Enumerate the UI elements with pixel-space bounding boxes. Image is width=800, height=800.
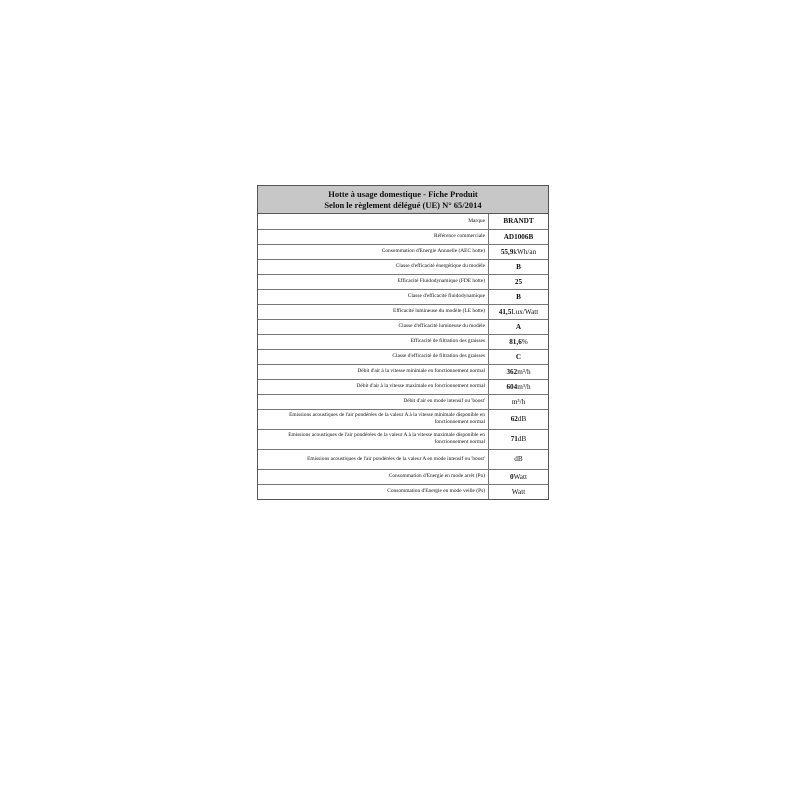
row-label: Consommation d'Energie en mode veille (Ps) (258, 484, 489, 499)
table-row (258, 304, 548, 319)
row-value: B (516, 262, 521, 271)
row-unit: dB (517, 415, 527, 423)
row-value-cell (489, 274, 549, 289)
row-label: Efficacité lumineuse du modèle (LE hotte) (258, 304, 489, 319)
row-unit: kWh/an (513, 247, 537, 256)
row-label: Emissions acoustiques de l'air pondérées de la valeur A en mode intensif ou 'boost' (258, 449, 489, 469)
row-value: 62 (510, 415, 518, 423)
row-value: A (515, 322, 522, 331)
row-label: Consommation d'Energie Annuelle (AEC hotte) (258, 244, 489, 259)
row-value: 362 (506, 367, 518, 376)
row-unit: Watt (511, 487, 526, 496)
row-unit: dB (514, 455, 523, 463)
row-value: 71 (510, 435, 518, 443)
row-value-cell (489, 334, 549, 349)
table-row (258, 259, 548, 274)
row-value: 81,6 (509, 337, 522, 346)
table-row (258, 469, 548, 484)
row-value-cell (489, 409, 549, 429)
row-label: Marque (258, 214, 489, 229)
row-unit: m³/h (511, 397, 526, 406)
row-label: Débit d'air à la vitesse maximale en fonctionnement normal (258, 379, 489, 394)
row-label: Classe d'efficacité fluidodynamique (258, 289, 489, 304)
table-row (258, 289, 548, 304)
table-row (258, 379, 548, 394)
row-value-cell (489, 449, 549, 469)
row-value: BRANDT (503, 217, 534, 226)
row-value: 25 (514, 277, 523, 286)
row-value: C (515, 352, 522, 361)
row-value-cell (489, 319, 549, 334)
table-row (258, 484, 548, 499)
row-unit: m³/h (517, 382, 531, 391)
row-value-cell (489, 304, 549, 319)
table-row (258, 244, 548, 259)
row-label: Efficacité de filtration des graisses (258, 334, 489, 349)
row-value-cell (489, 394, 549, 409)
row-unit: Watt (513, 472, 527, 481)
row-label: Classe d'efficacité énergétique du modèle (258, 259, 489, 274)
table-row (258, 409, 548, 429)
row-value-cell (489, 484, 549, 499)
row-label: Efficacité Fluidodynamique (FDE hotte) (258, 274, 489, 289)
row-value: AD1006B (503, 232, 534, 241)
table-row (258, 214, 548, 229)
table-row (258, 429, 548, 449)
row-value-cell (489, 429, 549, 449)
fiche-regulation: Selon le règlement délégué (UE) N° 65/2014 (324, 199, 482, 210)
row-value-cell (489, 259, 549, 274)
row-value-cell (489, 214, 549, 229)
table-row (258, 274, 548, 289)
row-unit: m³/h (517, 367, 531, 376)
row-value-cell (489, 289, 549, 304)
row-value-cell (489, 244, 549, 259)
table-row (258, 334, 548, 349)
row-label: Emissions acoustiques de l'air pondérées de la valeur A à la vitesse maximale disponible en fonctionnement normal (258, 429, 489, 449)
table-row (258, 364, 548, 379)
fiche-header (258, 186, 548, 214)
row-label: Référence commerciale (258, 229, 489, 244)
row-value: 604 (506, 382, 518, 391)
row-value: B (516, 292, 521, 301)
product-fiche (257, 185, 549, 500)
row-label: Débit d'air en mode intensif ou 'boost' (258, 394, 489, 409)
row-value: 41,5 (498, 307, 512, 316)
fiche-table (258, 214, 548, 499)
row-label: Débit d'air à la vitesse minimale en fonctionnement normal (258, 364, 489, 379)
table-row (258, 229, 548, 244)
row-label: Emissions acoustiques de l'air pondérées de la valeur A à la vitesse minimale disponible en fonctionnement normal (258, 409, 489, 429)
row-unit: % (521, 337, 528, 346)
row-value: 55,9 (500, 247, 514, 256)
row-value: 0 (510, 472, 514, 481)
table-row (258, 349, 548, 364)
fiche-title: Hotte à usage domestique - Fiche Produit (328, 189, 478, 199)
row-value-cell (489, 364, 549, 379)
row-value-cell (489, 349, 549, 364)
row-label: Consommation d'Energie en mode arrêt (Po) (258, 469, 489, 484)
row-value-cell (489, 379, 549, 394)
row-unit: Lux/Watt (511, 307, 539, 316)
row-label: Classe d'efficacité lumineuse du modèle (258, 319, 489, 334)
row-value-cell (489, 469, 549, 484)
row-unit: dB (517, 435, 527, 443)
table-row (258, 394, 548, 409)
row-value-cell (489, 229, 549, 244)
row-label: Classe d'efficacité de filtration des graisses (258, 349, 489, 364)
table-row (258, 319, 548, 334)
table-row (258, 449, 548, 469)
